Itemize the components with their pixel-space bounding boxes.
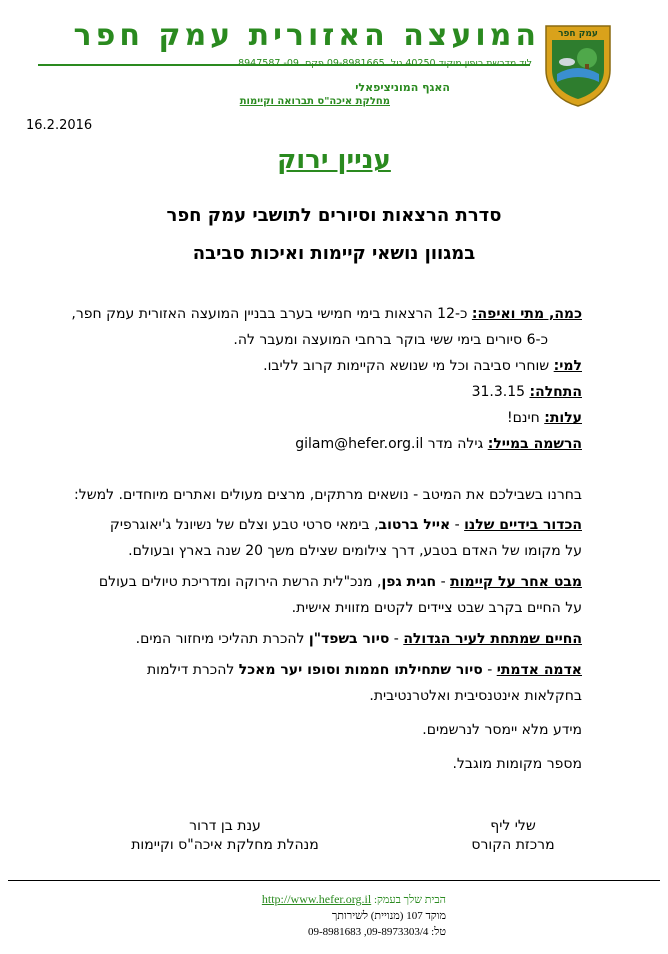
example-3-dash: - (389, 631, 404, 647)
footer-home-label: הבית שלך בעמק: (373, 894, 446, 906)
detail-who-label: למי: (553, 358, 582, 374)
signature-2-name: ענת בן דרור (189, 818, 261, 834)
example-2-dash: - (436, 574, 451, 590)
example-2 (99, 574, 582, 590)
example-1-speaker: אייל ברטוב (378, 517, 451, 533)
footer-phones: טל: 09-8973303/4, 09-8981683 (307, 926, 446, 938)
limited-seats-text: מספר מקומות מוגבל. (452, 756, 582, 772)
logo-text: עמק חפר (558, 29, 598, 39)
detail-cost-label: עלות: (544, 410, 582, 426)
example-4-label: אדמה אדמתי (496, 662, 582, 678)
example-1-dash: - (450, 517, 465, 533)
detail-start (472, 384, 582, 400)
detail-how-text: כ-12 הרצאות בימי חמישי בערב בבניין המועצה האזורית עמק חפר, (71, 306, 472, 322)
signature-2 (110, 818, 340, 853)
detail-who (263, 358, 582, 374)
example-4-text: להכרת דילמות (146, 662, 239, 678)
detail-register-text: גילה מדר gilam@hefer.org.il (295, 436, 488, 452)
subtitle-2: במגוון נושאי קיימות ואיכות סביבה (192, 243, 476, 264)
detail-how-label: כמה, מתי ואיפה: (471, 306, 582, 322)
example-4-dash: - (482, 662, 497, 678)
example-1-line2: על מקומו של האדם בטבע, דרך צילומים שצילם משך 20 שנה בארץ ובעולם. (128, 543, 582, 559)
detail-how-line2: כ-6 סיורים בימי ששי בוקר ברחבי המועצה ומעבר לה. (233, 332, 548, 348)
example-3-speaker: סיור בשפד"ן (308, 631, 390, 647)
example-1-text: , בימאי סרטי טבע וצלם של נשיונל ג'יאוגרפיק (109, 517, 379, 533)
council-logo (543, 22, 613, 108)
example-3-text: להכרת תהליכי מיחזור המים. (135, 631, 309, 647)
example-2-line2: על החיים בקרב שבט ציידים לקטים מזווית אישית. (291, 600, 582, 616)
detail-start-text: 31.3.15 (471, 384, 530, 400)
subtitle-1: סדרת הרצאות וסיורים לתושבי עמק חפר (166, 205, 502, 226)
department-name: האגף המוניציפאלי (355, 81, 450, 94)
example-1 (110, 517, 582, 533)
example-2-speaker: חגית גפן (381, 574, 437, 590)
example-3 (136, 631, 582, 647)
detail-start-label: התחלה: (529, 384, 582, 400)
footer-home (262, 892, 446, 907)
detail-cost-text: חינם! (506, 410, 545, 426)
detail-who-text: שוחרי סביבה וכל מי שנושא הקיימות קרוב לליבו. (263, 358, 554, 374)
detail-cost (507, 410, 582, 426)
intro-text: בחרנו בשבילכם את המיטב - נושאים מרתקים, מרצים מעולים ואתרים מיוחדים. למשל: (74, 487, 582, 503)
example-2-text: , מנכ"לית הרשת הירוקה ומדריכת טיולים בעולם (98, 574, 382, 590)
footer-divider (8, 880, 660, 881)
detail-register (295, 436, 582, 452)
signature-1-name: שלי ליף (490, 818, 536, 834)
signature-1 (448, 818, 578, 853)
council-name: המועצה האזורית עמק חפר (73, 18, 540, 53)
more-info-text: מידע מלא יימסר לנרשמים. (422, 722, 582, 738)
example-2-label: מבט אחר על קיימות (450, 574, 582, 590)
example-4 (147, 662, 582, 678)
document-date: 16.2.2016 (26, 118, 93, 133)
contact-line: ליד מדרשת רופין מיקוד 40250 טל. 09-8981665 פקס. 09- 8947587 (238, 58, 532, 69)
page-title: עניין ירוק (277, 145, 391, 175)
example-1-label: הכדור בידיים שלנו (464, 517, 582, 533)
example-3-label: החיים שמתחת לעיר הגדולה (403, 631, 582, 647)
signature-1-role: מרכזת הקורס (471, 837, 555, 853)
footer-hotline: מוקד 107 (מנויית) לשירותך (331, 910, 446, 922)
detail-how (71, 306, 582, 322)
example-4-speaker: סיור שתחילתו חממות וסופו יער מאכל (238, 662, 483, 678)
detail-register-label: הרשמה במייל: (487, 436, 582, 452)
website-link[interactable]: http://www.hefer.org.il (261, 892, 372, 906)
sub-department-name: מחלקת איכה"ס תברואה וקיימות (239, 96, 390, 107)
example-4-line2: בחקלאות אינטנסיבית ואלטרנטיבית. (369, 688, 582, 704)
signature-2-role: מנהלת מחלקת איכה"ס וקיימות (131, 837, 319, 853)
